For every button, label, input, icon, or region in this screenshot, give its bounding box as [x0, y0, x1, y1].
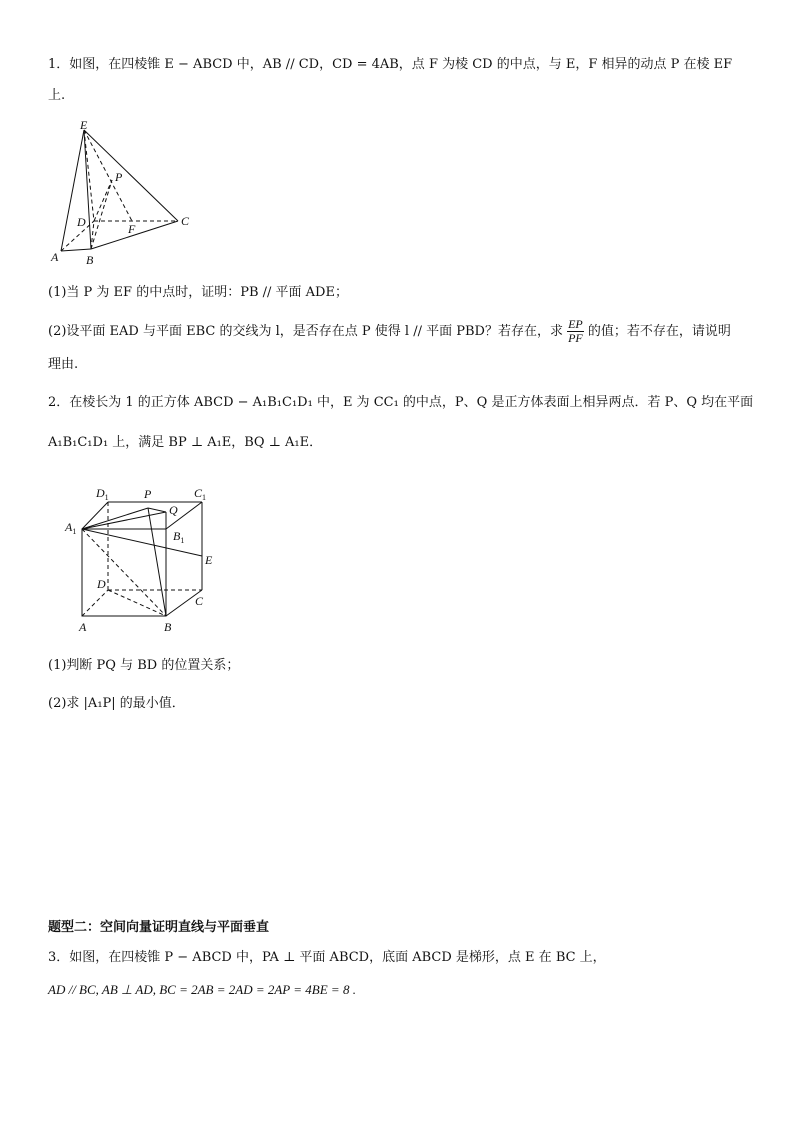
q2-cube-figure — [62, 484, 222, 636]
q2-label-A1: $A_1$ — [65, 520, 77, 536]
q1-fraction-denominator: PF — [568, 331, 583, 345]
q2-label-D1: $D_1$ — [96, 486, 109, 502]
q1-label-A: A — [51, 250, 59, 264]
q1-label-P: P — [115, 170, 123, 184]
q1-label-C: C — [181, 214, 190, 228]
q1-pyramid-figure — [44, 118, 204, 270]
q2-label-B: B — [164, 620, 172, 634]
q1-part2-text-b: 的值；若不存在，请说明 — [587, 324, 731, 339]
q2-label-C1: $C_1$ — [194, 486, 207, 502]
q2-part1: (1)判断 PQ 与 BD 的位置关系； — [48, 658, 240, 673]
q3-statement-line2: AD // BC, AB ⊥ AD, BC = 2AB = 2AD = 2AP = 4BE = 8 . — [48, 982, 356, 997]
q2-label-B1: $B_1$ — [173, 529, 185, 545]
q1-statement-line1: 1．如图，在四棱锥 E − ABCD 中，AB // CD，CD = 4AB，点 F 为棱 CD 的中点，与 E，F 相异的动点 P 在棱 EF — [48, 57, 733, 72]
q1-label-D: D — [77, 215, 86, 229]
q2-part2: (2)求 |A₁P| 的最小值． — [48, 696, 185, 711]
q2-label-Q: Q — [169, 503, 178, 517]
q2-label-D: D — [97, 577, 106, 591]
q1-label-B: B — [86, 253, 94, 267]
q2-label-E: E — [205, 553, 213, 567]
q1-label-E: E — [80, 118, 88, 132]
q1-fraction-ep-pf — [567, 318, 584, 345]
q1-fraction-numerator: EP — [568, 317, 583, 331]
q1-label-F: F — [128, 222, 136, 236]
q1-part1: (1)当 P 为 EF 的中点时，证明：PB // 平面 ADE； — [48, 285, 348, 300]
q1-statement-line2: 上. — [48, 88, 66, 103]
q2-statement-line1: 2．在棱长为 1 的正方体 ABCD − A₁B₁C₁D₁ 中，E 为 CC₁ 的中点，P、Q 是正方体表面上相异两点．若 P、Q 均在平面 — [48, 395, 754, 410]
q2-label-C: C — [195, 594, 204, 608]
section-title: 题型二：空间向量证明直线与平面垂直 — [48, 920, 270, 935]
q2-statement-line2: A₁B₁C₁D₁ 上，满足 BP ⊥ A₁E，BQ ⊥ A₁E． — [48, 435, 323, 450]
q1-part2-line2: 理由. — [48, 357, 79, 372]
q1-part2-text-a: (2)设平面 EAD 与平面 EBC 的交线为 l，是否存在点 P 使得 l // 平面 PBD？若存在，求 — [48, 324, 563, 339]
q1-part2-line — [48, 318, 731, 345]
q2-label-A: A — [79, 620, 87, 634]
q2-label-P: P — [144, 487, 152, 501]
q3-statement-line1: 3．如图，在四棱锥 P − ABCD 中，PA ⊥ 平面 ABCD，底面 ABCD 是梯形，点 E 在 BC 上， — [48, 950, 606, 965]
